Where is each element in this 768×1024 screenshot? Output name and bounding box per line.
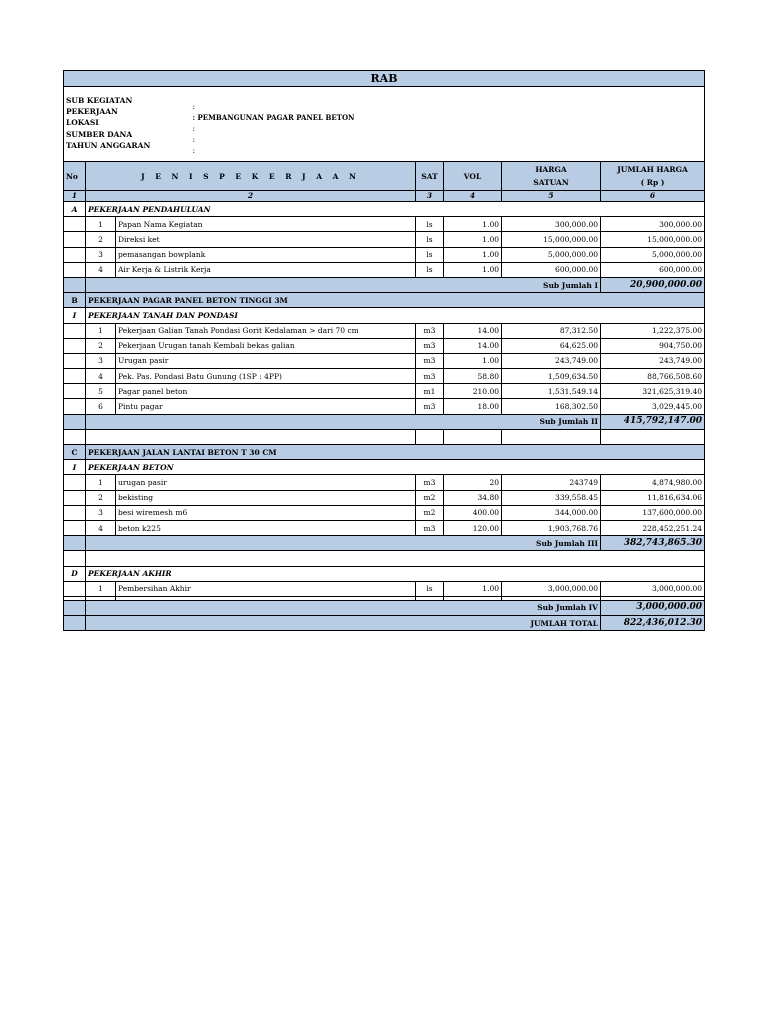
row-jumlah-cell: 321,625,319.40 <box>601 384 705 399</box>
table-row <box>64 338 705 353</box>
row-harga-cell: 243,749.00 <box>502 353 601 368</box>
row-desc-cell: Urugan pasir <box>116 353 416 368</box>
table-cell <box>64 95 416 106</box>
col-header-no: No <box>64 162 86 191</box>
row-vol-cell: 14.00 <box>444 323 502 338</box>
subsection-header-row <box>64 460 705 475</box>
subtotal-row <box>64 414 705 429</box>
title-row <box>64 71 705 87</box>
info-label: PEKERJAAN <box>66 107 118 117</box>
row-no-cell: 1 <box>86 475 116 490</box>
subsection-header-row <box>64 308 705 323</box>
row-vol-cell: 400.00 <box>444 505 502 520</box>
row-jumlah-cell: 300,000.00 <box>601 217 705 232</box>
row-code-cell <box>64 353 86 368</box>
table-cell <box>64 140 416 151</box>
col-header-jenis: J E N I S P E K E R J A A N <box>86 162 416 191</box>
table-cell <box>64 87 705 96</box>
subtotal-row <box>64 277 705 292</box>
row-desc-cell: bekisting <box>116 490 416 505</box>
row-harga-cell: 1,531,549.14 <box>502 384 601 399</box>
row-code-cell <box>64 475 86 490</box>
table-cell <box>86 551 705 566</box>
row-code-cell <box>64 323 86 338</box>
row-code-cell <box>64 217 86 232</box>
row-jumlah-cell: 3,000,000.00 <box>601 581 705 596</box>
table-row <box>64 384 705 399</box>
section-title: PEKERJAAN PENDAHULUAN <box>86 202 705 217</box>
row-vol-cell: 1.00 <box>444 217 502 232</box>
row-no-cell: 4 <box>86 262 116 277</box>
col-number: 1 <box>64 191 86 202</box>
table-cell <box>192 106 705 122</box>
row-code-cell <box>64 399 86 414</box>
row-sat-cell: m3 <box>416 353 444 368</box>
section-title: PEKERJAAN AKHIR <box>86 566 705 581</box>
table-row <box>64 490 705 505</box>
row-vol-cell: 34.80 <box>444 490 502 505</box>
table-row <box>64 505 705 520</box>
table-cell <box>64 616 86 631</box>
col-number: 6 <box>601 191 705 202</box>
row-harga-cell: 168,302.50 <box>502 399 601 414</box>
row-jumlah-cell: 137,600,000.00 <box>601 505 705 520</box>
row-vol-cell: 20 <box>444 475 502 490</box>
row-desc-cell: Pagar panel beton <box>116 384 416 399</box>
subsection-code: I <box>64 460 86 475</box>
info-value: : <box>192 101 196 111</box>
table-cell <box>601 429 705 444</box>
section-code: C <box>64 445 86 460</box>
row-jumlah-cell: 904,750.00 <box>601 338 705 353</box>
info-row <box>64 117 705 128</box>
empty-row <box>64 429 705 444</box>
row-sat-cell: m1 <box>416 384 444 399</box>
table-cell <box>64 414 86 429</box>
info-value: : <box>192 146 196 156</box>
subtotal-value: 3,000,000.00 <box>601 600 705 615</box>
row-code-cell <box>64 505 86 520</box>
row-sat-cell: m3 <box>416 399 444 414</box>
subsection-title: PEKERJAAN BETON <box>86 460 705 475</box>
row-no-cell: 3 <box>86 353 116 368</box>
col-header-sat: SAT <box>416 162 444 191</box>
row-desc-cell: Pek. Pas. Pondasi Batu Gunung (1SP : 4PP) <box>116 369 416 384</box>
table-cell <box>416 429 444 444</box>
table-row <box>64 232 705 247</box>
table-cell <box>502 429 601 444</box>
table-cell <box>64 129 416 140</box>
info-label: SUMBER DANA <box>66 129 133 139</box>
row-harga-cell: 15,000,000.00 <box>502 232 601 247</box>
row-vol-cell: 1.00 <box>444 353 502 368</box>
row-jumlah-cell: 5,000,000.00 <box>601 247 705 262</box>
row-desc-cell: beton k225 <box>116 520 416 535</box>
row-sat-cell: ls <box>416 247 444 262</box>
row-sat-cell: ls <box>416 217 444 232</box>
row-jumlah-cell: 1,222,375.00 <box>601 323 705 338</box>
info-spacer <box>64 151 705 162</box>
subsection-code: I <box>64 308 86 323</box>
col-number: 2 <box>86 191 416 202</box>
row-desc-cell: Pintu pagar <box>116 399 416 414</box>
row-sat-cell: ls <box>416 232 444 247</box>
row-jumlah-cell: 4,874,980.00 <box>601 475 705 490</box>
row-no-cell: 3 <box>86 247 116 262</box>
row-desc-cell: Pembersihan Akhir <box>116 581 416 596</box>
table-row <box>64 262 705 277</box>
table-cell <box>64 536 86 551</box>
table-cell <box>64 277 86 292</box>
subtotal-value: 415,792,147.00 <box>601 414 705 429</box>
page-title: RAB <box>64 71 705 87</box>
section-header-row <box>64 566 705 581</box>
info-label: TAHUN ANGGARAN <box>66 140 151 150</box>
row-harga-cell: 300,000.00 <box>502 217 601 232</box>
subtotal-label: Sub Jumlah II <box>86 414 601 429</box>
row-sat-cell: m3 <box>416 338 444 353</box>
row-code-cell <box>64 262 86 277</box>
rab-sheet <box>63 70 704 631</box>
row-jumlah-cell: 600,000.00 <box>601 262 705 277</box>
row-sat-cell: ls <box>416 581 444 596</box>
table-row <box>64 323 705 338</box>
row-vol-cell: 14.00 <box>444 338 502 353</box>
row-harga-cell: 64,625.00 <box>502 338 601 353</box>
table-row <box>64 369 705 384</box>
row-desc-cell: Papan Nama Kegiatan <box>116 217 416 232</box>
table-cell <box>192 129 705 145</box>
table-cell <box>192 140 705 156</box>
subtotal-row <box>64 600 705 615</box>
table-cell <box>86 429 416 444</box>
row-harga-cell: 1,509,634.50 <box>502 369 601 384</box>
row-harga-cell: 5,000,000.00 <box>502 247 601 262</box>
section-code: D <box>64 566 86 581</box>
row-no-cell: 5 <box>86 384 116 399</box>
row-vol-cell: 210.00 <box>444 384 502 399</box>
row-vol-cell: 120.00 <box>444 520 502 535</box>
row-jumlah-cell: 3,029,445.00 <box>601 399 705 414</box>
table-cell <box>64 429 86 444</box>
total-label: JUMLAH TOTAL <box>86 616 601 631</box>
row-vol-cell: 58.80 <box>444 369 502 384</box>
row-code-cell <box>64 369 86 384</box>
total-row <box>64 616 705 631</box>
row-no-cell: 1 <box>86 581 116 596</box>
row-harga-cell: 243749 <box>502 475 601 490</box>
row-sat-cell: m2 <box>416 505 444 520</box>
info-row <box>64 140 705 151</box>
subtotal-label: Sub Jumlah III <box>86 536 601 551</box>
row-no-cell: 4 <box>86 369 116 384</box>
subtotal-value: 20,900,000.00 <box>601 277 705 292</box>
row-sat-cell: m3 <box>416 323 444 338</box>
rab-table <box>63 70 705 631</box>
section-code: B <box>64 293 86 308</box>
info-value: : <box>192 124 196 133</box>
row-harga-cell: 600,000.00 <box>502 262 601 277</box>
table-cell <box>64 551 86 566</box>
row-code-cell <box>64 338 86 353</box>
row-harga-cell: 1,903,768.76 <box>502 520 601 535</box>
row-no-cell: 1 <box>86 323 116 338</box>
subsection-title: PEKERJAAN TANAH DAN PONDASI <box>86 308 705 323</box>
row-sat-cell: m2 <box>416 490 444 505</box>
row-jumlah-cell: 88,766,508.60 <box>601 369 705 384</box>
table-row <box>64 217 705 232</box>
row-no-cell: 2 <box>86 338 116 353</box>
table-row <box>64 475 705 490</box>
section-header-row <box>64 445 705 460</box>
row-desc-cell: Direksi ket <box>116 232 416 247</box>
col-header-jumlah: JUMLAH HARGA ( Rp ) <box>601 162 705 191</box>
row-jumlah-cell: 228,452,251.24 <box>601 520 705 535</box>
row-sat-cell: ls <box>416 262 444 277</box>
info-row <box>64 106 705 117</box>
row-code-cell <box>64 232 86 247</box>
row-code-cell <box>64 247 86 262</box>
empty-row <box>64 551 705 566</box>
row-vol-cell: 1.00 <box>444 581 502 596</box>
col-header-vol: VOL <box>444 162 502 191</box>
col-number: 3 <box>416 191 444 202</box>
row-vol-cell: 1.00 <box>444 247 502 262</box>
row-sat-cell: m3 <box>416 520 444 535</box>
row-desc-cell: Pekerjaan Urugan tanah Kembali bekas galian <box>116 338 416 353</box>
row-sat-cell: m3 <box>416 369 444 384</box>
table-row <box>64 353 705 368</box>
info-label: LOKASI <box>66 118 99 128</box>
subtotal-value: 382,743,865.30 <box>601 536 705 551</box>
row-jumlah-cell: 15,000,000.00 <box>601 232 705 247</box>
section-title: PEKERJAAN JALAN LANTAI BETON T 30 CM <box>86 445 705 460</box>
row-harga-cell: 3,000,000.00 <box>502 581 601 596</box>
info-spacer <box>64 87 705 96</box>
subtotal-row <box>64 536 705 551</box>
row-desc-cell: Pekerjaan Galian Tanah Pondasi Gorit Kedalaman > dari 70 cm <box>116 323 416 338</box>
row-code-cell <box>64 384 86 399</box>
col-number: 4 <box>444 191 502 202</box>
table-cell <box>192 95 705 111</box>
col-header-harga: HARGA SATUAN <box>502 162 601 191</box>
table-header <box>64 162 705 191</box>
info-label: SUB KEGIATAN <box>66 96 133 105</box>
section-header-row <box>64 202 705 217</box>
table-row <box>64 399 705 414</box>
row-desc-cell: urugan pasir <box>116 475 416 490</box>
row-vol-cell: 18.00 <box>444 399 502 414</box>
section-header-row <box>64 293 705 308</box>
total-value: 822,436,012.30 <box>601 616 705 631</box>
row-no-cell: 4 <box>86 520 116 535</box>
subtotal-label: Sub Jumlah I <box>86 277 601 292</box>
section-title: PEKERJAAN PAGAR PANEL BETON TINGGI 3M <box>86 293 705 308</box>
info-value: : PEMBANGUNAN PAGAR PANEL BETON <box>192 112 355 122</box>
row-code-cell <box>64 520 86 535</box>
subtotal-label: Sub Jumlah IV <box>86 600 601 615</box>
info-row <box>64 129 705 140</box>
row-code-cell <box>64 581 86 596</box>
row-no-cell: 1 <box>86 217 116 232</box>
row-code-cell <box>64 490 86 505</box>
row-jumlah-cell: 11,816,634.06 <box>601 490 705 505</box>
row-harga-cell: 344,000.00 <box>502 505 601 520</box>
row-no-cell: 3 <box>86 505 116 520</box>
table-cell <box>64 600 86 615</box>
row-jumlah-cell: 243,749.00 <box>601 353 705 368</box>
row-harga-cell: 339,558.45 <box>502 490 601 505</box>
row-no-cell: 2 <box>86 232 116 247</box>
info-value: : <box>192 135 196 145</box>
row-no-cell: 2 <box>86 490 116 505</box>
row-no-cell: 6 <box>86 399 116 414</box>
table-row <box>64 520 705 535</box>
row-desc-cell: pemasangan bowplank <box>116 247 416 262</box>
row-desc-cell: besi wiremesh m6 <box>116 505 416 520</box>
column-number-row <box>64 191 705 202</box>
row-vol-cell: 1.00 <box>444 232 502 247</box>
table-row <box>64 247 705 262</box>
row-sat-cell: m3 <box>416 475 444 490</box>
row-harga-cell: 87,312.50 <box>502 323 601 338</box>
row-vol-cell: 1.00 <box>444 262 502 277</box>
table-row <box>64 581 705 596</box>
table-cell <box>64 151 705 162</box>
col-number: 5 <box>502 191 601 202</box>
info-row <box>64 95 705 106</box>
table-cell <box>444 429 502 444</box>
row-desc-cell: Air Kerja & Listrik Kerja <box>116 262 416 277</box>
section-code: A <box>64 202 86 217</box>
